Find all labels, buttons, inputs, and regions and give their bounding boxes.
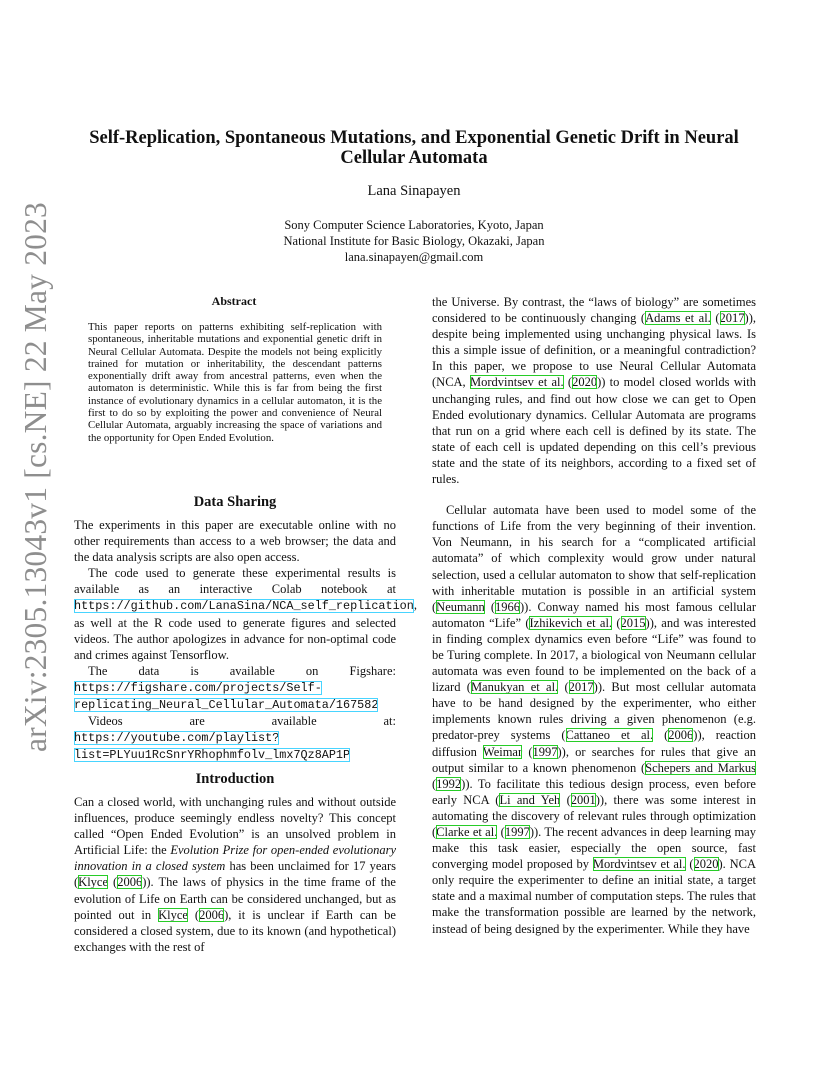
author-email: lana.sinapayen@gmail.com (344, 250, 484, 264)
youtube-link[interactable]: https://youtube.com/playlist?list=PLYuu1RcSnrYRhophmfolv_lmx7Qz8AP1P (74, 731, 351, 763)
introduction-paragraph-1: Can a closed world, with unchanging rules and without outside influences, produce seemingly endless novelty? This concept called “Open Ended Evolution” is an unsolved problem in Artificial Life: the Evolution Prize for open-ended evolutionary innovation in a closed system has been unclaimed for 17 years (Klyce (2006)). The laws of physics in the time frame of the evolution of Life on Earth can be considered unchanged, but as pointed out in Klyce (2006), it is unclear if Earth can be considered a closed system, due to its known (and hypothetical) exchanges with the rest of (74, 795, 396, 954)
citation-link[interactable]: Neumann (436, 599, 485, 614)
citation-year-link[interactable]: 1966 (495, 599, 521, 614)
arxiv-identifier-text: arXiv:2305.13043v1 [cs.NE] 22 May 2023 (18, 201, 53, 753)
citation-year-link[interactable]: 2001 (570, 792, 596, 807)
abstract-heading: Abstract (211, 294, 257, 308)
citation-link[interactable]: Klyce (78, 875, 109, 890)
citation-link[interactable]: Schepers and Markus (645, 760, 756, 775)
citation-link[interactable]: Adams et al. (645, 311, 711, 326)
citation-year-link[interactable]: 1992 (436, 776, 462, 791)
citation-link[interactable]: Izhikevich et al. (529, 615, 613, 630)
data-sharing-heading: Data Sharing (193, 494, 277, 510)
data-sharing-paragraph-2: The code used to generate these experimental results is available as an interactive Colab notebook at https://github.com/LanaSina/NCA_self_replication, as well at the R code used to generate figures and selected videos. The author apologizes in advance for non-optimal code and crimes against Tensorflow. (74, 566, 417, 662)
citation-year-link[interactable]: 2015 (620, 615, 646, 630)
right-column (432, 294, 756, 937)
introduction-left-column (74, 794, 396, 955)
affiliations (0, 217, 828, 265)
citation-year-link[interactable]: 2006 (117, 875, 143, 890)
citation-link[interactable]: Cattaneo et al. (565, 728, 654, 743)
paper-title: Self-Replication, Spontaneous Mutations, and Exponential Genetic Drift in Neural Cellular Automata (89, 128, 739, 168)
data-sharing-paragraph-1: The experiments in this paper are executable online with no other requirements than access to a web browser; the data and the data analysis scripts are also open access. (74, 518, 396, 565)
citation-year-link[interactable]: 2017 (719, 311, 745, 326)
citation-link[interactable]: Mordvintsev et al. (592, 857, 686, 872)
citation-year-link[interactable]: 2006 (668, 728, 694, 743)
citation-year-link[interactable]: 2020 (693, 857, 719, 872)
introduction-paragraph-2: Cellular automata have been used to model some of the functions of Life from the very beginning of their invention. Von Neumann, in his search for a “complicated artificial automata” of which complexity would grow under natural selection, used a cellular automaton to show that self-replication with inheritable mutation is possible in an artificial system (Neumann (1966)). Conway named his most famous cellular automaton “Life” (Izhikevich et al. (2015)), and was interested in finding complex dynamics even before “Life” was found to be Turing complete. In 2017, a biological von Neumann cellular automata was even found to be implemented on the back of a lizard (Manukyan et al. (2017)). But most cellular automata have to be hand designed by the experimenter, who either implements known rules driving a given phenomenon (e.g. predator-prey systems (Cattaneo et al. (2006)), reaction diffusion Weimar (1997)), or searches for rules that give an output similar to a known phenomenon (Schepers and Markus (1992)). To facilitate this tedious design process, even before early NCA (Li and Yeh (2001)), there was some interest in automating the discovery of relevant rules through optimization (Clarke et al. (1997)). The recent advances in deep learning may make this task easier, especially the open source, fast converging model proposed by Mordvintsev et al. (2020). NCA only require the experimenter to define an initial state, a target state and a maximal number of computation steps. The rules that make the transformation possible are learned by the network, instead of being designed by the experimenter. While they have (432, 503, 757, 936)
affiliation-sony: Sony Computer Science Laboratories, Kyoto, Japan (284, 218, 544, 232)
citation-link[interactable]: Li and Yeh (499, 792, 561, 807)
abstract-text: This paper reports on patterns exhibiting self-replication with spontaneous, inheritable mutations and exponential genetic drift in Neural Cellular Automata. Despite the models not being explicitly trained for mutation or inheritability, the descendant patterns exponentially drift away from ancestral patterns, even when the automaton is deterministic. While this is far from being the first instance of evolutionary dynamics in a cellular automaton, it is the first to do so by exploiting the power and convenience of Neural Cellular Automata, arguably increasing the space of variations and the opportunity for Open Ended Evolution. (88, 321, 382, 444)
arxiv-identifier (18, 201, 53, 753)
affiliation-nibb: National Institute for Basic Biology, Okazaki, Japan (283, 234, 545, 248)
citation-year-link[interactable]: 2006 (199, 907, 225, 922)
citation-year-link[interactable]: 1997 (504, 825, 530, 839)
data-sharing-paragraph-3: The data is available on Figshare: https://figshare.com/projects/Self-replicating_Neural_Cellular_Automata/167582 (74, 663, 396, 713)
citation-link[interactable]: Clarke et al. (436, 825, 498, 839)
left-column (74, 517, 417, 763)
introduction-paragraph-1-continued: the Universe. By contrast, the “laws of biology” are sometimes considered to be continuously changing (Adams et al. (2017)), despite being implemented using unchanging physical laws. Is this a simple issue of definition, or a meaningful contradiction? In this paper, we propose to use Neural Cellular Automata (NCA, Mordvintsev et al. (2020)) to model closed worlds with unchanging rules, and find out how close we can get to Open Ended evolutionary dynamics. Cellular Automata are programs that run on a grid where each cell is defined by its state. The state of each cell is updated depending on this cell’s previous state and the state of its neighbors, according to a fixed set of rules. (432, 295, 756, 487)
data-sharing-paragraph-4: Videos are available at: https://youtube.com/playlist?list=PLYuu1RcSnrYRhophmfolv_lmx7Qz8AP1P (74, 714, 396, 763)
figshare-link[interactable]: https://figshare.com/projects/Self-replicating_Neural_Cellular_Automata/167582 (74, 680, 379, 713)
citation-link[interactable]: Klyce (158, 907, 188, 922)
citation-link[interactable]: Manukyan et al. (470, 680, 559, 695)
introduction-heading: Introduction (195, 771, 275, 787)
author-name: Lana Sinapayen (367, 183, 461, 199)
citation-link[interactable]: Weimar (482, 744, 523, 759)
github-link[interactable]: https://github.com/LanaSina/NCA_self_replication (74, 599, 414, 614)
citation-year-link[interactable]: 1997 (532, 744, 558, 759)
citation-link[interactable]: Mordvintsev et al. (469, 375, 564, 390)
citation-year-link[interactable]: 2017 (568, 680, 594, 695)
citation-year-link[interactable]: 2020 (572, 375, 598, 390)
